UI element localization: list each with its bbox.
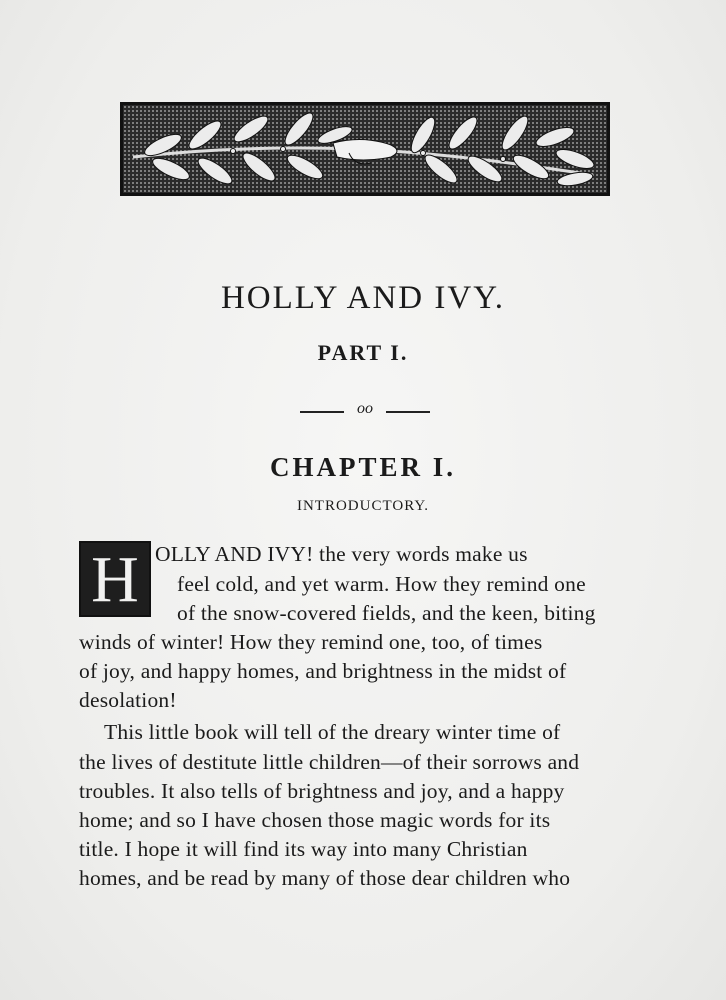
rule-line-right (386, 411, 430, 413)
paragraph-line: homes, and be read by many of those dear children who (79, 866, 571, 890)
part-heading: PART I. (317, 340, 409, 365)
chapter-subtitle: INTRODUCTORY. (296, 498, 430, 514)
paragraph-line: feel cold, and yet warm. How they remind one (177, 572, 586, 596)
hand-holding-branches-icon (123, 105, 607, 193)
drop-cap (79, 541, 151, 617)
paragraph-line: the lives of destitute little children—of their sorrows and (79, 750, 580, 774)
chapter-heading: CHAPTER I. (269, 452, 456, 482)
drop-cap-letter: H (91, 543, 139, 616)
paragraph-line: of joy, and happy homes, and brightness in the midst of (79, 659, 567, 683)
paragraph-line: of the snow-covered fields, and the keen, biting (177, 601, 596, 625)
rule-line-left (300, 411, 344, 413)
paragraph-line: home; and so I have chosen those magic words for its (79, 808, 551, 832)
paragraph-line: title. I hope it will find its way into many Christian (79, 837, 528, 861)
paragraph-line: winds of winter! How they remind one, too, of times (79, 630, 543, 654)
paragraph-line: This little book will tell of the dreary winter time of (104, 720, 561, 744)
paragraph-line: troubles. It also tells of brightness and joy, and a happy (79, 779, 565, 803)
paragraph-line: OLLY AND IVY! the very words make us (155, 542, 528, 566)
ornamental-rule (300, 402, 430, 420)
rule-ornament: oo (357, 400, 373, 417)
ornamental-headpiece (120, 102, 610, 196)
paragraph-line: desolation! (79, 688, 177, 712)
book-title: HOLLY AND IVY. (220, 280, 506, 316)
